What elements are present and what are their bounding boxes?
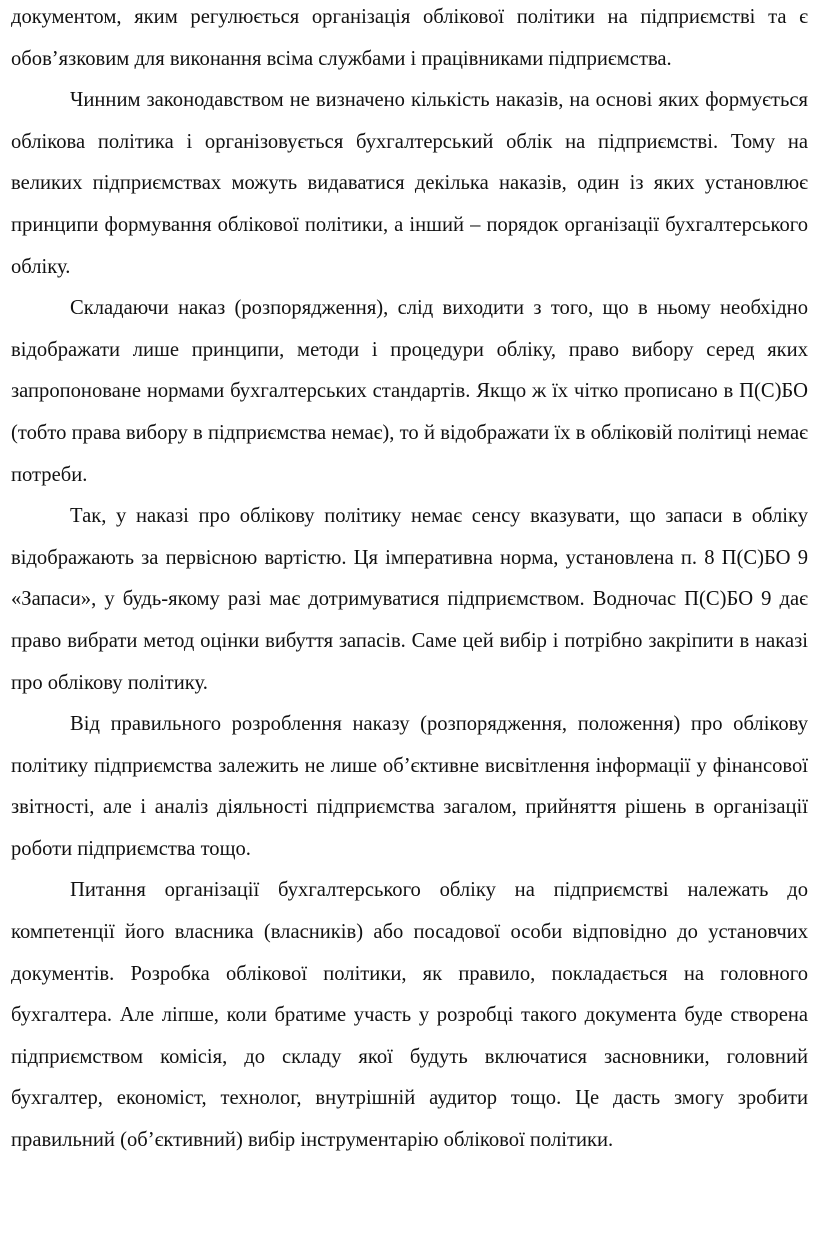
paragraph-legislation-orders: Чинним законодавством не визначено кількість наказів, на основі яких формується облікова політика і організовується бухгалтерський облік на підприємстві. Тому на великих підприємствах можуть видаватися декілька наказів, один із яких установлює принципи формування облікової політики, а інший – порядок організації бухгалтерського обліку. [11,89,808,278]
paragraph-drafting-order: Складаючи наказ (розпорядження), слід виходити з того, що в ньому необхідно відображати лише принципи, методи і процедури обліку, право вибору серед яких запропоноване нормами бухгалтерських стандартів. Якщо ж їх чітко прописано в П(С)БО (тобто права вибору в підприємства немає), то й відображати їх в обліковій політиці немає потреби. [11,297,808,486]
document-page [11,0,808,1162]
paragraph-continuation: документом, яким регулюється організація облікової політики на підприємстві та є обов’язковим для виконання всіма службами і працівниками підприємства. [11,6,808,70]
paragraph-proper-development: Від правильного розроблення наказу (розпорядження, положення) про облікову політику підприємства залежить не лише об’єктивне висвітлення інформації у фінансової звітності, але і аналіз діяльності підприємства загалом, прийняття рішень в організації роботи підприємства тощо. [11,713,808,860]
paragraph-responsibility: Питання організації бухгалтерського обліку на підприємстві належать до компетенції його власника (власників) або посадової особи відповідно до установчих документів. Розробка облікової політики, як правило, покладається на головного бухгалтера. Але ліпше, коли братиме участь у розробці такого документа буде створена підприємством комісія, до складу якої будуть включатися засновники, головний бухгалтер, економіст, технолог, внутрішній аудитор тощо. Це дасть змогу зробити правильний (об’єктивний) вибір інструментарію облікової політики. [11,879,808,1152]
paragraph-inventories-example: Так, у наказі про облікову політику немає сенсу вказувати, що запаси в обліку відображають за первісною вартістю. Ця імперативна норма, установлена п. 8 П(С)БО 9 «Запаси», у будь-якому разі має дотримуватися підприємством. Водночас П(С)БО 9 дає право вибрати метод оцінки вибуття запасів. Саме цей вибір і потрібно закріпити в наказі про облікову політику. [11,505,808,694]
